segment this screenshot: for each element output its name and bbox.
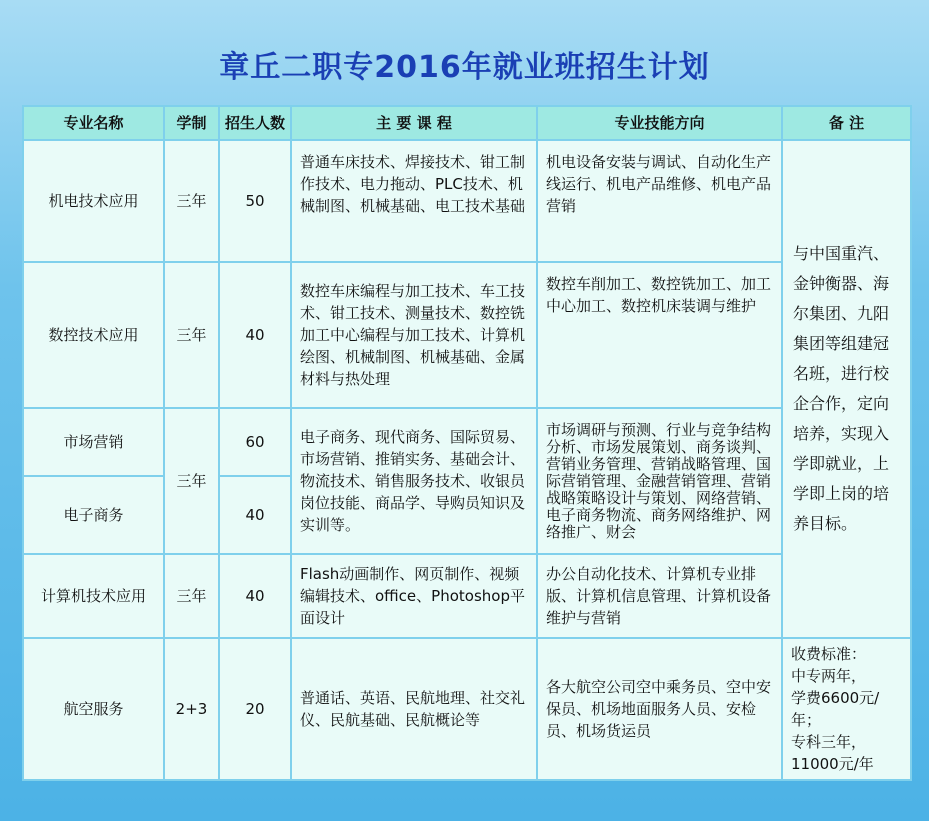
page-title: 章丘二职专2016年就业班招生计划: [219, 50, 710, 85]
skills-cell: 数控车削加工、数控铣加工、加工中心加工、数控机床装调与维护: [537, 262, 782, 408]
skills-cell: 机电设备安装与调试、自动化生产线运行、机电产品维修、机电产品营销: [537, 140, 782, 262]
header-quota: 招生人数: [219, 106, 291, 140]
major-cell: 机电技术应用: [23, 140, 164, 262]
table-row: [23, 262, 911, 408]
enrollment-table: [22, 105, 912, 781]
years-cell: 三年: [164, 554, 219, 638]
fee-line: 中专两年，: [791, 667, 867, 685]
quota-cell: 40: [219, 476, 291, 554]
major-cell: 航空服务: [23, 638, 164, 780]
fee-line: 11000元/年: [791, 755, 874, 773]
skills-cell: 办公自动化技术、计算机专业排版、计算机信息管理、计算机设备维护与营销: [537, 554, 782, 638]
quota-cell: 40: [219, 554, 291, 638]
skills-cell: 市场调研与预测、行业与竞争结构分析、市场发展策划、商务谈判、营销业务管理、营销战略管理、国际营销管理、金融营销管理、营销战略策略设计与策划、网络营销、电子商务物流、商务网络维护、网络推广、财会: [537, 408, 782, 554]
courses-cell: 普通话、英语、民航地理、社交礼仪、民航基础、民航概论等: [291, 638, 537, 780]
quota-cell: 50: [219, 140, 291, 262]
years-cell: 三年: [164, 262, 219, 408]
table-row: [23, 554, 911, 638]
quota-cell: 20: [219, 638, 291, 780]
years-cell: 2+3: [164, 638, 219, 780]
header-years: 学制: [164, 106, 219, 140]
header-remark: 备 注: [782, 106, 911, 140]
courses-cell: 数控车床编程与加工技术、车工技术、钳工技术、测量技术、数控铣加工中心编程与加工技术、计算机绘图、机械制图、机械基础、金属材料与热处理: [291, 262, 537, 408]
quota-cell: 60: [219, 408, 291, 476]
fee-cell: [782, 638, 911, 780]
skills-cell: 各大航空公司空中乘务员、空中安保员、机场地面服务人员、安检员、机场货运员: [537, 638, 782, 780]
quota-cell: 40: [219, 262, 291, 408]
major-cell: 数控技术应用: [23, 262, 164, 408]
courses-cell: 电子商务、现代商务、国际贸易、市场营销、推销实务、基础会计、物流技术、销售服务技术、收银员岗位技能、商品学、导购员知识及实训等。: [291, 408, 537, 554]
courses-cell: 普通车床技术、焊接技术、钳工制作技术、电力拖动、PLC技术、机械制图、机械基础、电工技术基础: [291, 140, 537, 262]
years-cell: 三年: [164, 140, 219, 262]
header-major: 专业名称: [23, 106, 164, 140]
fee-line: 专科三年，: [791, 733, 867, 751]
header-row: [23, 106, 911, 140]
major-cell: 计算机技术应用: [23, 554, 164, 638]
major-cell: 电子商务: [23, 476, 164, 554]
years-cell: 三年: [164, 408, 219, 554]
remark-cell: 与中国重汽、金钟衡器、海尔集团、九阳集团等组建冠名班，进行校企合作，定向培养，实现入学即就业，上学即上岗的培养目标。: [782, 140, 911, 638]
table-row: [23, 140, 911, 262]
fee-line: 学费6600元/年；: [791, 689, 880, 729]
table-row: [23, 638, 911, 780]
courses-cell: Flash动画制作、网页制作、视频编辑技术、office、Photoshop平面设计: [291, 554, 537, 638]
table-row: [23, 408, 911, 476]
major-cell: 市场营销: [23, 408, 164, 476]
header-courses: 主 要 课 程: [291, 106, 537, 140]
fee-line: 收费标准：: [791, 645, 867, 663]
header-skills: 专业技能方向: [537, 106, 782, 140]
